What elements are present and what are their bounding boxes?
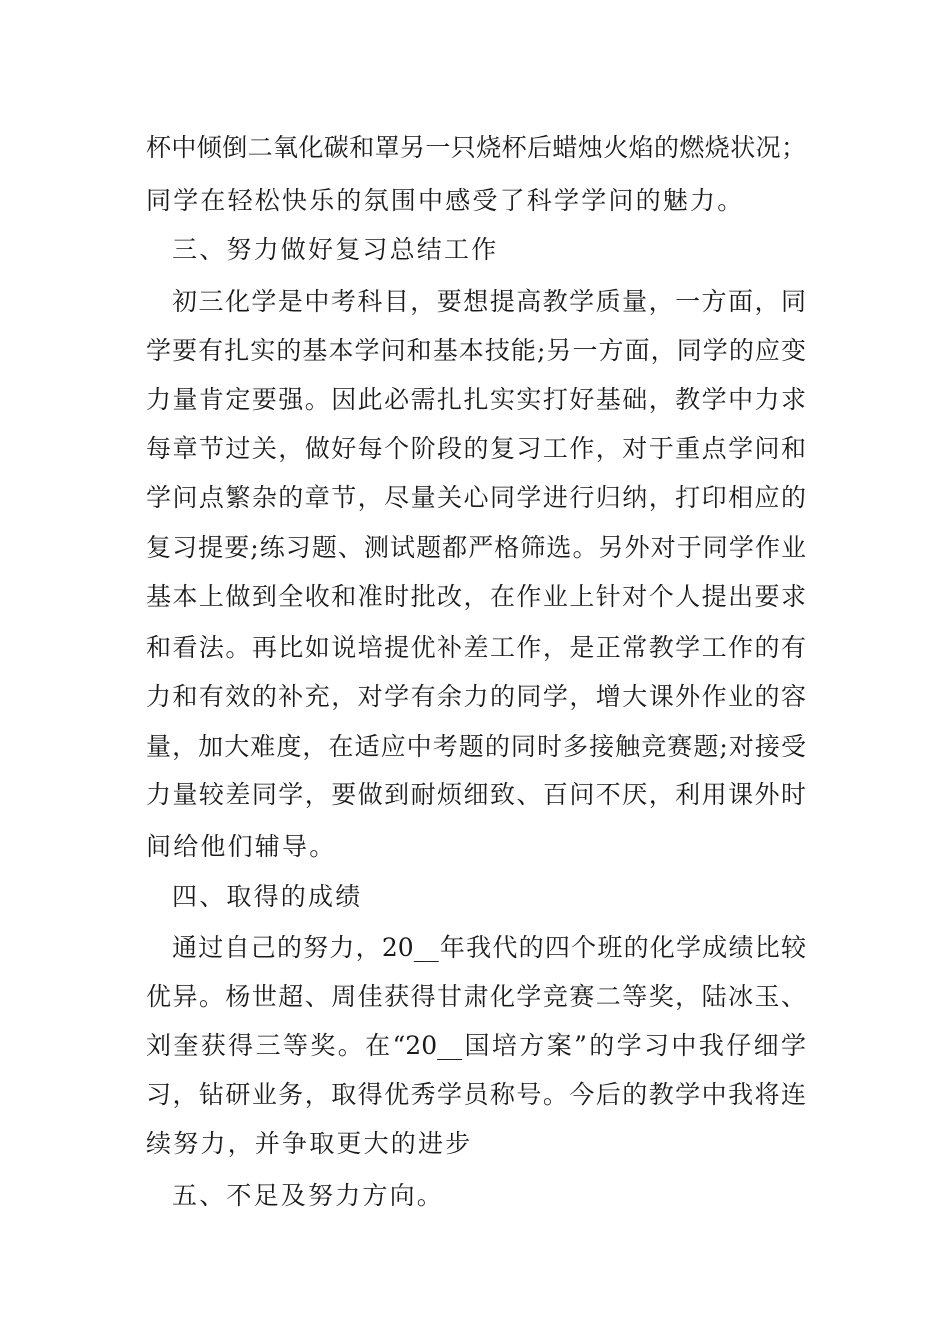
- paragraph-first-line: 初三化学是中考科目，要想提高教学质量，一方面，同: [172, 287, 806, 316]
- section-heading: 三、努力做好复习总结工作: [172, 235, 499, 264]
- body-text-line: 刘奎获得三等奖。在“20__国培方案”的学习中我仔细学: [146, 1031, 806, 1060]
- body-text-line: 力量肯定要强。因此必需扎扎实实打好基础，教学中力求: [146, 385, 806, 414]
- body-text-line: 基本上做到全收和准时批改，在作业上针对个人提出要求: [146, 582, 806, 611]
- body-text-line: 学要有扎实的基本学问和基本技能;另一方面，同学的应变: [146, 336, 806, 365]
- body-text-line: 习，钻研业务，取得优秀学员称号。今后的教学中我将连: [146, 1080, 806, 1109]
- body-text-line: 量，加大难度，在适应中考题的同时多接触竞赛题;对接受: [146, 732, 806, 761]
- paragraph-first-line: 通过自己的努力，20__年我代的四个班的化学成绩比较: [172, 933, 806, 962]
- body-text-line: 力量较差同学，要做到耐烦细致、百问不厌，利用课外时: [146, 780, 806, 809]
- body-text-line: 间给他们辅导。: [146, 832, 337, 861]
- body-text-line: 复习提要;练习题、测试题都严格筛选。另外对于同学作业: [146, 533, 806, 562]
- body-text-line: 续努力，并争取更大的进步: [146, 1129, 473, 1158]
- body-text-line: 每章节过关，做好每个阶段的复习工作，对于重点学问和: [146, 434, 806, 463]
- section-heading: 五、不足及努力方向。: [172, 1181, 445, 1210]
- body-text-line: 学问点繁杂的章节，尽量关心同学进行归纳，打印相应的: [146, 483, 806, 512]
- section-heading: 四、取得的成绩: [172, 882, 363, 911]
- body-text-line: 同学在轻松快乐的氛围中感受了科学学问的魅力。: [146, 186, 745, 215]
- body-text-line: 杯中倾倒二氧化碳和罩另一只烧杯后蜡烛火焰的燃烧状况；: [146, 133, 806, 162]
- body-text-line: 和看法。再比如说培提优补差工作，是正常教学工作的有: [146, 633, 806, 662]
- body-text-line: 力和有效的补充，对学有余力的同学，增大课外作业的容: [146, 682, 806, 711]
- body-text-line: 优异。杨世超、周佳获得甘肃化学竞赛二等奖，陆冰玉、: [146, 982, 806, 1011]
